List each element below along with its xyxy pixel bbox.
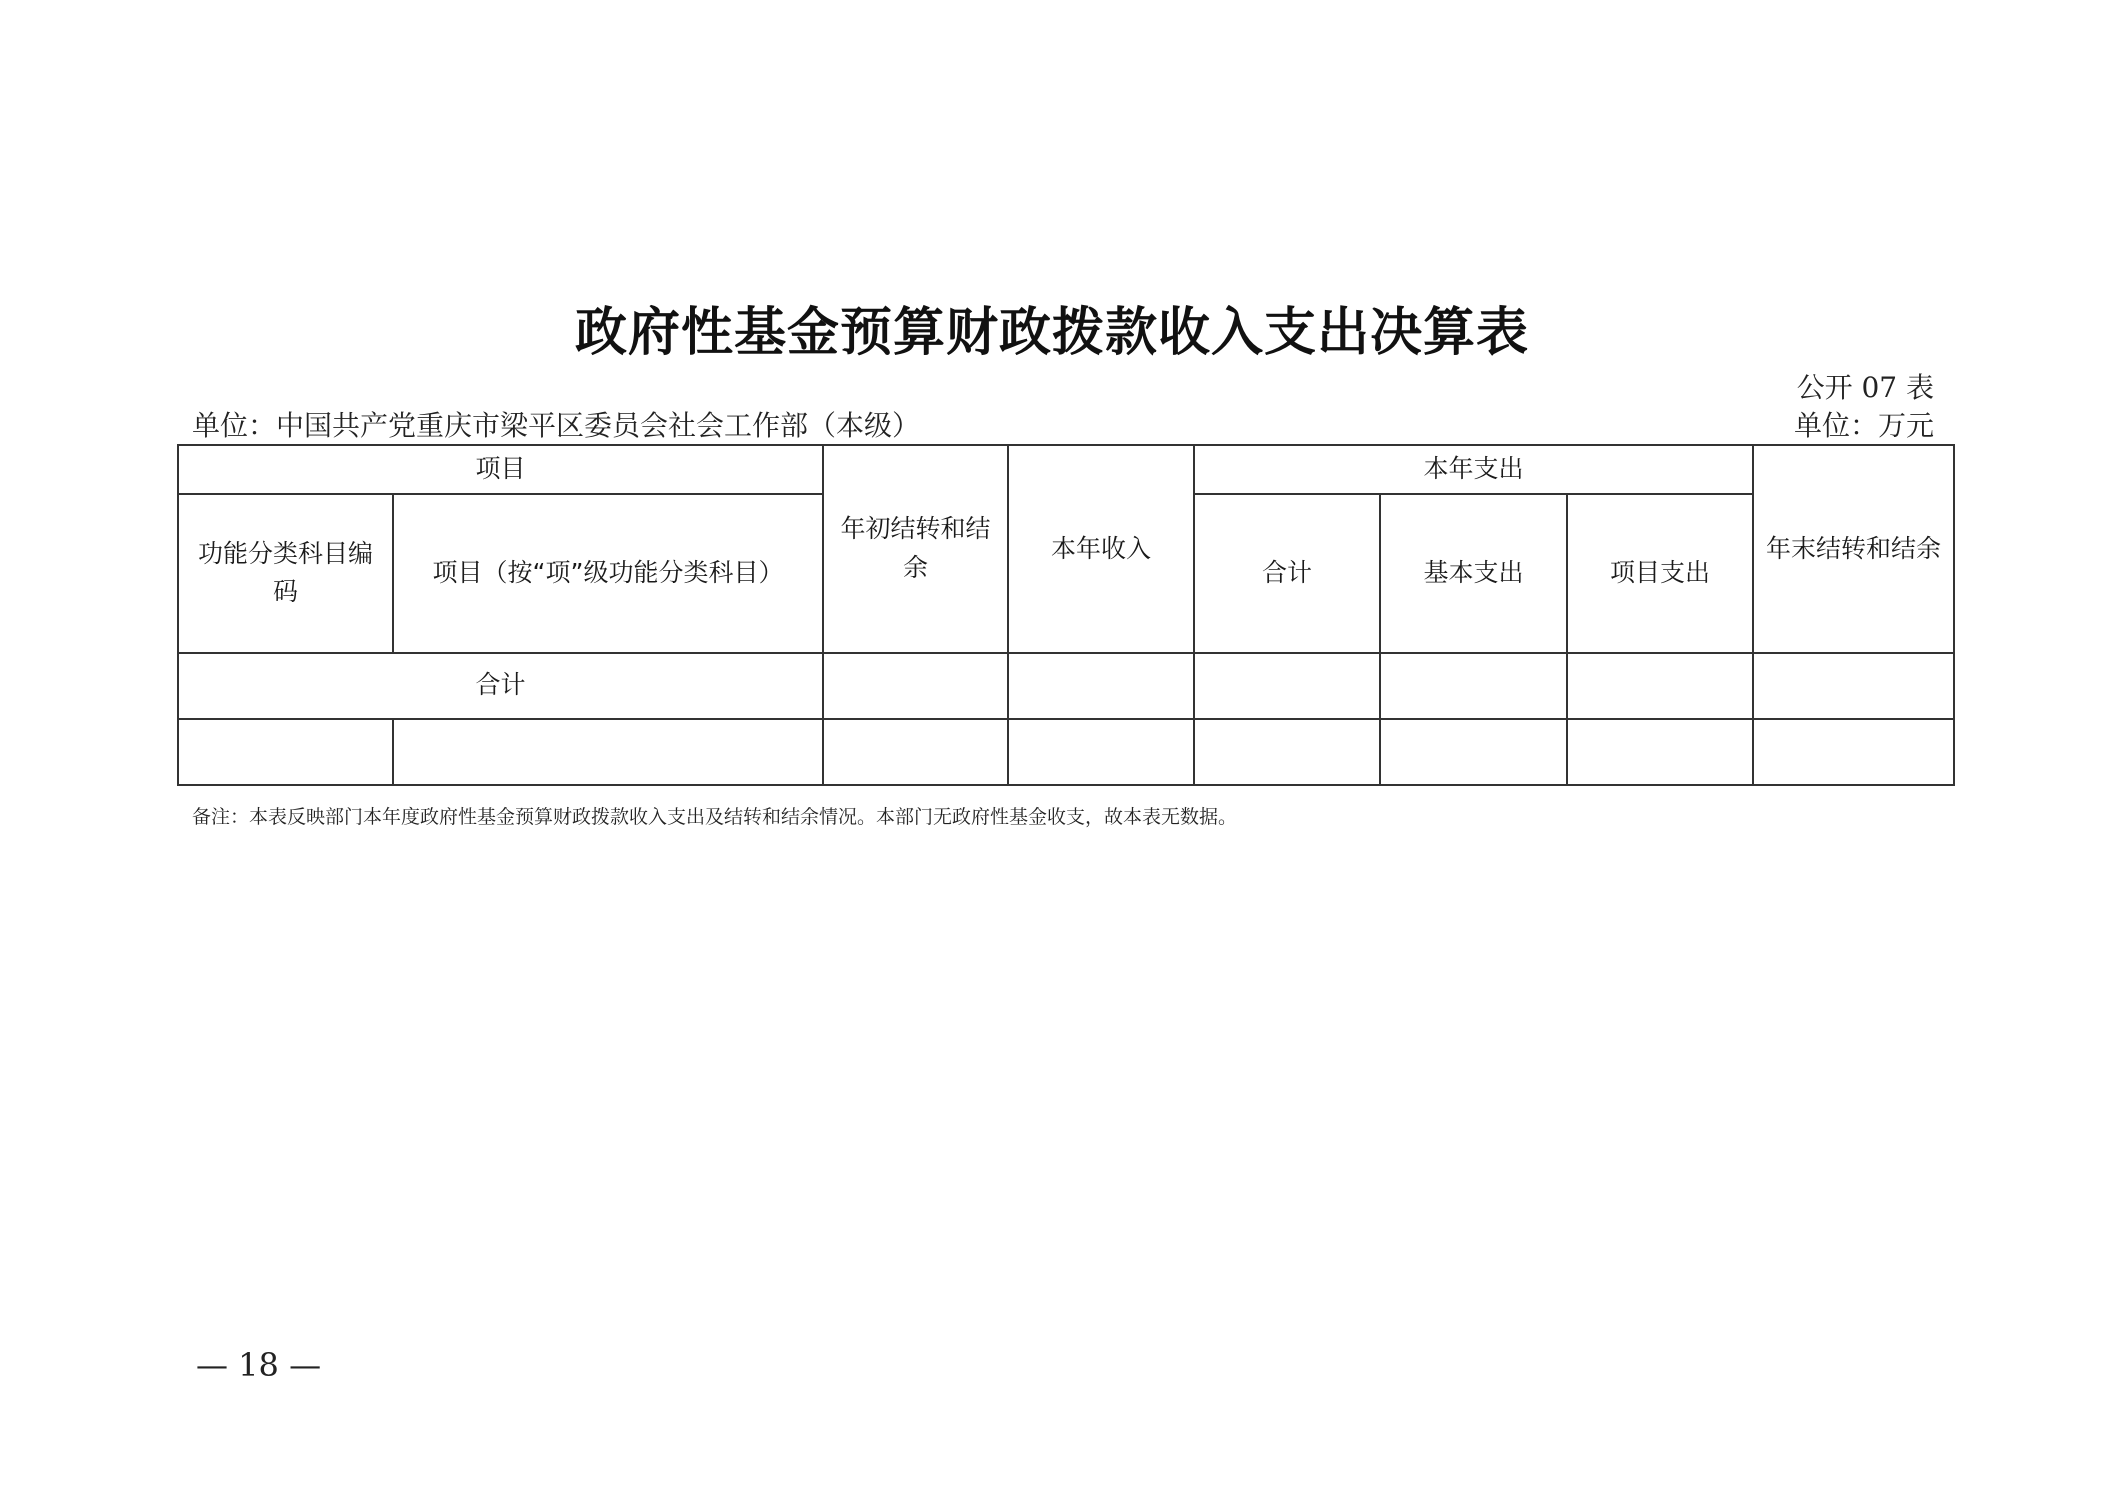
header-code: 功能分类科目编码 <box>178 494 393 653</box>
header-closing-balance: 年末结转和结余 <box>1753 445 1954 653</box>
unit-currency: 单位：万元 <box>1793 409 1934 442</box>
total-expense-basic <box>1380 653 1567 719</box>
header-expense-total: 合计 <box>1194 494 1380 653</box>
form-code: 公开 07 表 <box>1796 371 1934 404</box>
row-name <box>393 719 823 785</box>
row-expense-total <box>1194 719 1380 785</box>
page-number: — 18 — <box>196 1346 322 1384</box>
total-current-income <box>1008 653 1194 719</box>
row-expense-basic <box>1380 719 1567 785</box>
header-row-1 <box>178 445 1954 494</box>
header-opening-balance: 年初结转和结余 <box>823 445 1008 653</box>
row-code <box>178 719 393 785</box>
header-name: 项目（按“项”级功能分类科目） <box>393 494 823 653</box>
header-item-group: 项目 <box>178 445 823 494</box>
budget-table <box>177 444 1955 786</box>
header-expense-group: 本年支出 <box>1194 445 1753 494</box>
total-opening-balance <box>823 653 1008 719</box>
table-row <box>178 719 1954 785</box>
row-expense-project <box>1567 719 1753 785</box>
row-opening-balance <box>823 719 1008 785</box>
total-label: 合计 <box>178 653 823 719</box>
row-current-income <box>1008 719 1194 785</box>
row-closing-balance <box>1753 719 1954 785</box>
total-row <box>178 653 1954 719</box>
total-closing-balance <box>1753 653 1954 719</box>
unit-organization: 单位：中国共产党重庆市梁平区委员会社会工作部（本级） <box>192 409 921 442</box>
header-expense-basic: 基本支出 <box>1380 494 1567 653</box>
total-expense-total <box>1194 653 1380 719</box>
page-title: 政府性基金预算财政拨款收入支出决算表 <box>574 303 1529 363</box>
header-current-income: 本年收入 <box>1008 445 1194 653</box>
header-expense-project: 项目支出 <box>1567 494 1753 653</box>
total-expense-project <box>1567 653 1753 719</box>
table-remark: 备注：本表反映部门本年度政府性基金预算财政拨款收入支出及结转和结余情况。本部门无政府性基金收支，故本表无数据。 <box>192 806 1238 828</box>
